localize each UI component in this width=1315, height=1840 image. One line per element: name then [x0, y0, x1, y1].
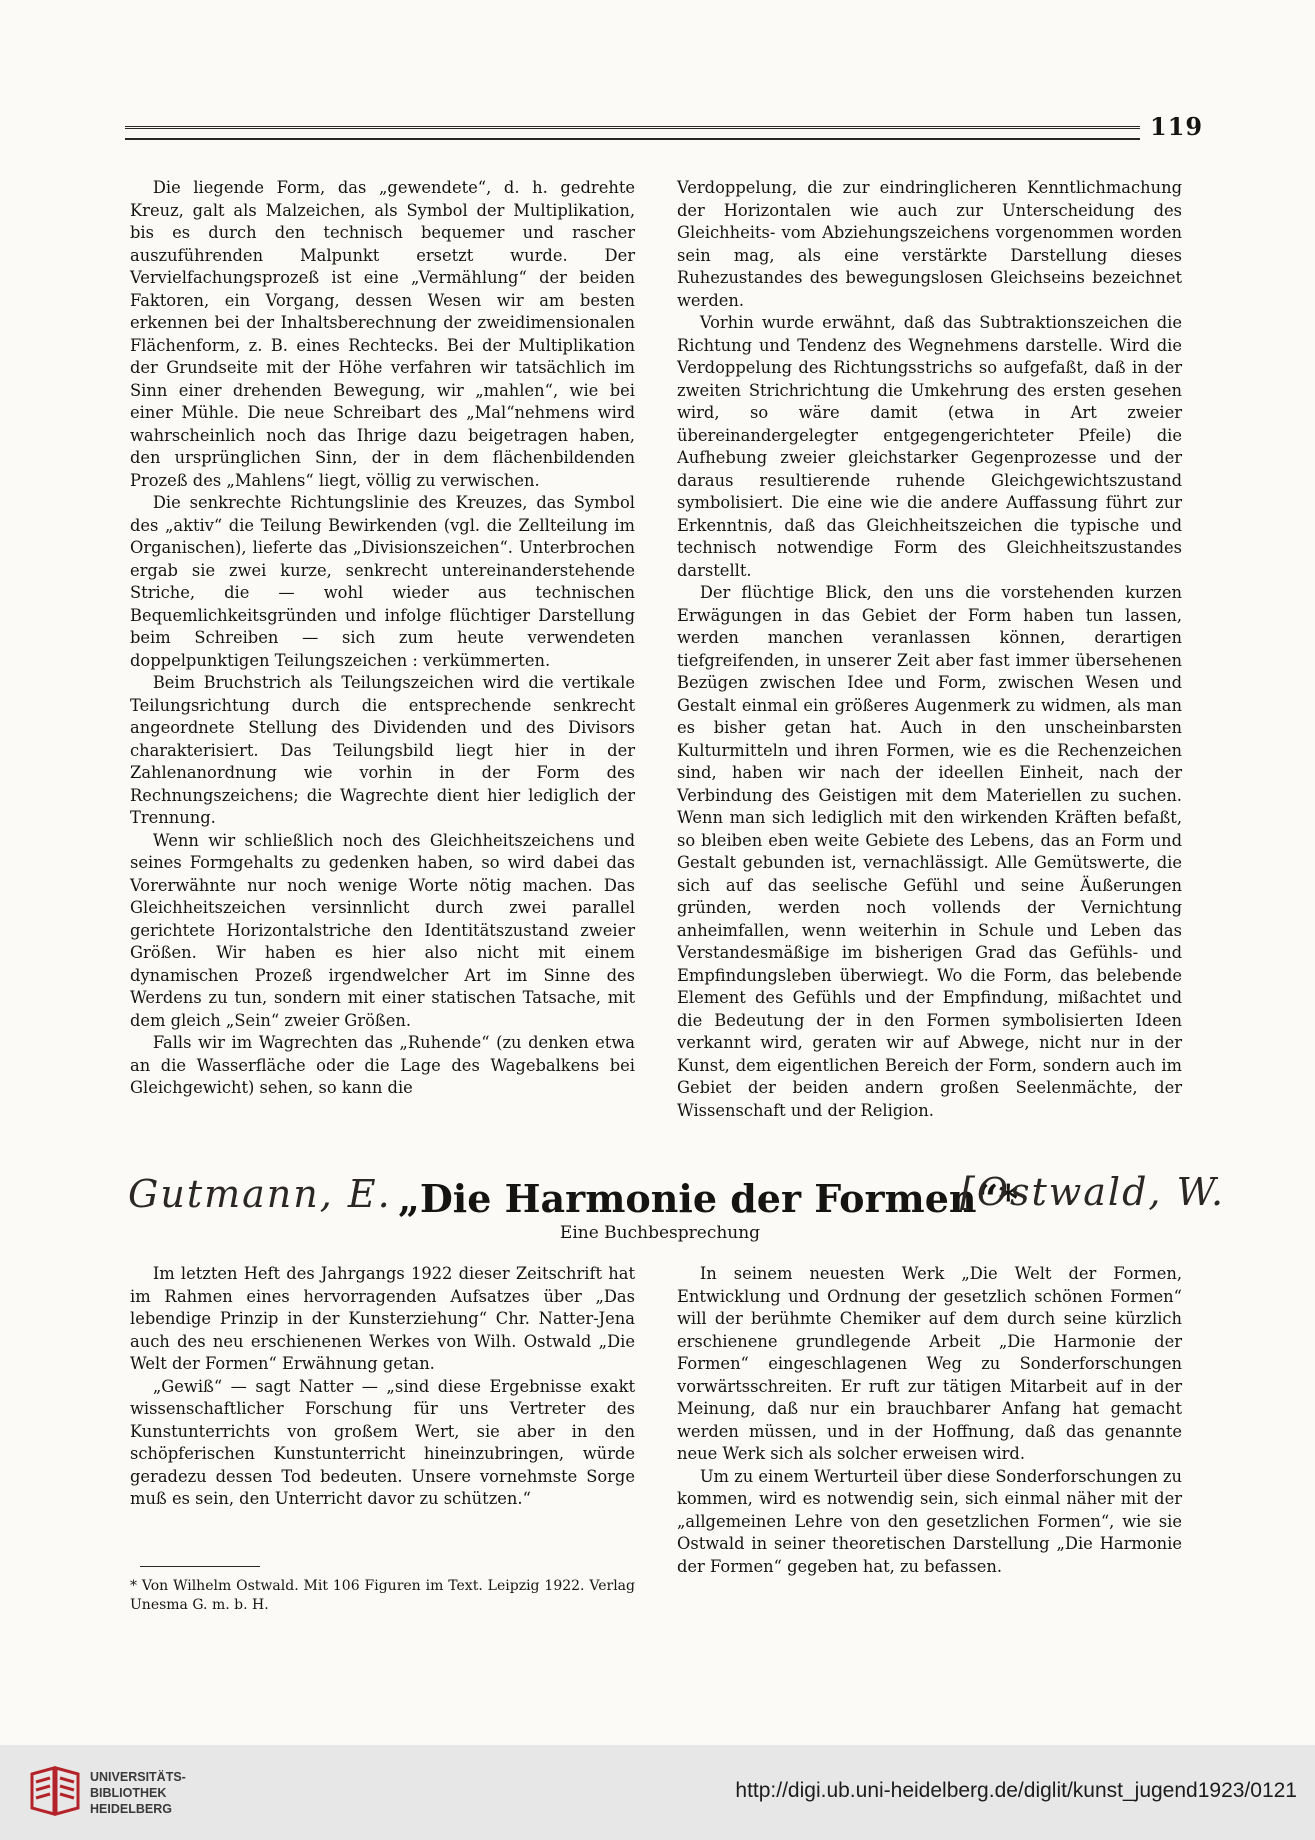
article-title: „Die Harmonie der Formen“* [398, 1176, 1019, 1221]
paragraph: Die liegende Form, das „gewendete“, d. h. gedrehte Kreuz, galt als Malzeichen, als Symbol der Multiplikation, bis es durch den technisch bequemer und rascher auszuführenden Malpunkt ersetzt wurde. Der Vervielfachungsprozeß ist eine „Vermählung“ der beiden Faktoren, ein Vorgang, dessen Wesen wir am besten erkennen bei der Inhaltsberechnung der zweidimensionalen Flächenform, z. B. eines Rechtecks. Bei der Multiplikation der Grundseite mit der Höhe verfahren wir tatsächlich im Sinn einer drehenden Bewegung, wir „mahlen“, wie bei einer Mühle. Die neue Schreibart des „Mal“nehmens wird wahrscheinlich noch das Ihrige dazu beigetragen haben, den ursprünglichen Sinn, der in dem flächenbildenden Prozeß des „Mahlens“ liegt, völlig zu verwischen. [130, 178, 635, 490]
paragraph: Im letzten Heft des Jahrgangs 1922 dieser Zeitschrift hat im Rahmen eines hervorragenden Aufsatzes über „Das lebendige Prinzip in der Kunsterziehung“ Chr. Natter-Jena auch des neu erschienenen Werkes von Wilh. Ostwald „Die Welt der Formen“ Erwähnung getan. [130, 1264, 635, 1373]
paragraph: Beim Bruchstrich als Teilungszeichen wird die vertikale Teilungsrichtung durch die entsprechende senkrecht angeordnete Stellung des Dividenden und des Divisors charakterisiert. Das Teilungsbild liegt hier in der Zahlenanordnung wie vorhin in der Form des Rechnungszeichens; die Wagrechte dient hier lediglich der Trennung. [130, 673, 635, 827]
footnote-rule [140, 1566, 260, 1567]
paragraph: Der flüchtige Blick, den uns die vorstehenden kurzen Erwägungen in das Gebiet der Form haben tun lassen, werden manchen veranlassen können, derartigen tiefgreifenden, in unserer Zeit aber fast immer übersehenen Bezügen zwischen Idee und Form, zwischen Wesen und Gestalt einmal ein größeres Augenmerk zu widmen, als man es bisher getan hat. Auch in den unscheinbarsten Kulturmitteln und ihren Formen, wie es die Rechenzeichen sind, haben wir nach der ideellen Einheit, nach der Verbindung des Geistigen mit dem Materiellen zu suchen. Wenn man sich lediglich mit den wirkenden Kräften befaßt, so bleiben eben weite Gebiete des Lebens, das an Form und Gestalt gebunden ist, vernachlässigt. Alle Gemütswerte, die sich auf das seelische Gefühl und seine Äußerungen gründen, werden noch vollends der Vernichtung anheimfallen, wenn weiterhin in Schule und Leben das Verstandesmäßige im bisherigen Grad das Gefühls- und Empfindungsleben überwiegt. Wo die Form, das belebende Element des Gefühls und der Empfindung, mißachtet und die Bedeutung der in den Formen symbolisierten Ideen verkannt wird, geraten wir auf Abwege, nicht nur in der Kunst, dem eigentlichen Bereich der Form, sondern auch im Gebiet der beiden andern großen Seelenmächte, der Wissenschaft und der Religion. [677, 583, 1182, 1120]
paragraph: In seinem neuesten Werk „Die Welt der Formen, Entwicklung und Ordnung der gesetzlich schönen Formen“ will der berühmte Chemiker auf dem durch seine kürzlich erschienene grundlegende Arbeit „Die Harmonie der Formen“ eingeschlagenen Weg zu Sonderforschungen vorwärtsschreiten. Er ruft zur tätigen Mitarbeit auf in der Meinung, daß nur ein brauchbarer Anfang hat gemacht werden müssen, und in der Hoffnung, daß das genannte neue Werk sich als solcher erweisen wird. [677, 1264, 1182, 1463]
library-name-line: UNIVERSITÄTS- [90, 1770, 186, 1784]
column-bottom-left [130, 1263, 635, 1511]
column-top-left [130, 177, 635, 1100]
library-name-line: BIBLIOTHEK [90, 1786, 167, 1800]
library-name[interactable] [90, 1769, 210, 1817]
footer-bar [0, 1745, 1315, 1840]
paragraph: Um zu einem Werturteil über diese Sonderforschungen zu kommen, wird es notwendig sein, sich einmal näher mit der „allgemeinen Lehre von den gesetzlichen Formen“, wie sie Ostwald in seiner theoretischen Darstellung „Die Harmonie der Formen“ gegeben hat, zu befassen. [677, 1466, 1182, 1576]
article-subtitle: Eine Buchbesprechung [559, 1223, 761, 1243]
paragraph: Vorhin wurde erwähnt, daß das Subtraktionszeichen die Richtung und Tendenz des Wegnehmens darstelle. Wird die Verdoppelung des Richtungsstrichs so aufgefaßt, daß in der zweiten Strichrichtung die Umkehrung des ersten gesehen wird, so wäre damit (etwa in Art zweier übereinandergelegter entgegengerichteter Pfeile) die Aufhebung zweier gleichstarker Gegenprozesse und der daraus resultierende ruhende Gleichgewichtszustand symbolisiert. Die eine wie die andere Auffassung führt zur Erkenntnis, daß das Gleichheitszeichen die typische und technisch notwendige Form des Gleichheitszustandes darstellt. [677, 313, 1182, 580]
paragraph: Verdoppelung, die zur eindringlicheren Kenntlichmachung der Horizontalen wie auch zur Unterscheidung des Gleichheits- vom Abziehungszeichens vorgenommen worden sein mag, als eine verstärkte Darstellung dieses Ruhezustandes des bewegungslosen Gleichseins bezeichnet werden. [677, 178, 1182, 310]
paragraph: Falls wir im Wagrechten das „Ruhende“ (zu denken etwa an die Wasserfläche oder die Lage des Wagebalkens bei Gleichgewicht) sehen, so kann die [130, 1033, 635, 1097]
header-rule [125, 126, 1140, 140]
handwritten-author-note: Gutmann, E. [128, 1172, 392, 1216]
paragraph: Wenn wir schließlich noch des Gleichheitszeichens und seines Formgehalts zu gedenken haben, so wird dabei das Vorerwähnte nur noch wenige Worte nötig machen. Das Gleichheitszeichen versinnlicht durch zwei parallel gerichtete Horizontalstriche den Identitätszustand zweier Größen. Wir haben es hier also nicht mit einem dynamischen Prozeß irgendwelcher Art im Sinne des Werdens zu tun, sondern mit einer statischen Tatsache, mit dem gleich „Sein“ zweier Größen. [130, 830, 635, 1030]
handwritten-author-note: [Ostwald, W. [960, 1170, 1226, 1214]
paragraph: Die senkrechte Richtungslinie des Kreuzes, das Symbol des „aktiv“ die Teilung Bewirkenden (vgl. die Zellteilung im Organischen), lieferte das „Divisionszeichen“. Unterbrochen ergab sie zwei kurze, senkrecht untereinanderstehende Striche, die — wohl wieder aus technischen Bequemlichkeitsgründen und infolge flüchtiger Darstellung beim Schreiben — sich zum heute verwendeten doppelpunktigen Teilungszeichen : verkümmerten. [130, 493, 635, 670]
page-number: 119 [1150, 112, 1204, 141]
source-url-link[interactable]: http://digi.ub.uni-heidelberg.de/diglit/kunst_jugend1923/0121 [735, 1779, 1297, 1802]
library-name-line: HEIDELBERG [90, 1802, 172, 1816]
column-top-right [677, 177, 1182, 1122]
column-bottom-right [677, 1263, 1182, 1578]
paragraph: „Gewiß“ — sagt Natter — „sind diese Ergebnisse exakt wissenschaftlicher Forschung für uns Vertreter des Kunstunterrichts von großem Wert, sie aber in den schöpferischen Kunstunterricht hineinzubringen, würde geradezu dessen Tod bedeuten. Unsere vornehmste Sorge muß es sein, den Unterricht davor zu schützen.“ [130, 1376, 635, 1508]
footnote: * Von Wilhelm Ostwald. Mit 106 Figuren im Text. Leipzig 1922. Verlag Unesma G. m. b. H. [130, 1578, 635, 1613]
library-logo-icon[interactable] [28, 1764, 82, 1820]
